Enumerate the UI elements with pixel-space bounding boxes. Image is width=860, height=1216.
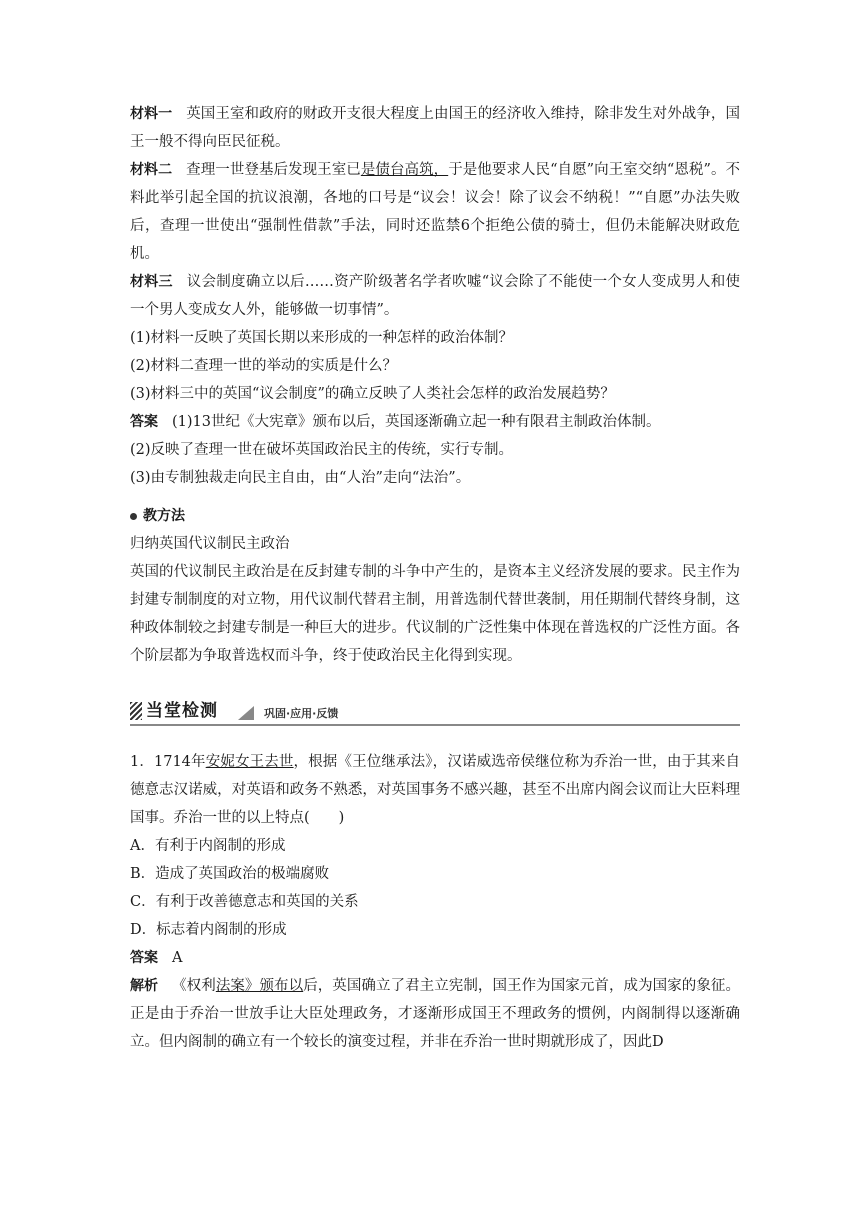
material-label: 材料二: [130, 162, 173, 178]
answer-value: A: [172, 950, 183, 966]
section-title: 当堂检测: [146, 701, 218, 721]
wedge-icon: [238, 706, 254, 720]
material-text: 于是他要求人民“自愿”向王室交纳“恩税”。不料此举引起全国的抗议浪潮，各地的口号是“议会！议会！除了议会不纳税！”“自愿”办法失败后，查理一世使出“强制性借款”手法，同时还监禁6个拒绝公债的骑士，但仍未能解决财政危机。: [130, 162, 741, 262]
question: (1)材料一反映了英国长期以来形成的一种怎样的政治体制？: [130, 330, 514, 346]
material-1: [130, 100, 740, 156]
answer-text: (1)13世纪《大宪章》颁布以后，英国逐渐确立起一种有限君主制政治体制。: [172, 414, 661, 430]
method-title: 归纳英国代议制民主政治: [130, 536, 290, 552]
question: (3)材料三中的英国“议会制度”的确立反映了人类社会怎样的政治发展趋势？: [130, 386, 615, 402]
analysis-text: 后，英国确立了君主立宪制，国王作为国家元首，成为国家的象征。正是由于乔治一世放手让大臣处理政务，才逐渐形成国王不理政务的惯例，内阁制得以逐渐确立。但内阁制的确立有一个较长的演变过程，并非在乔治一世时期就形成了，因此D: [130, 978, 740, 1050]
material-3: [130, 268, 740, 324]
question-text: 1．1714年: [130, 754, 206, 770]
option-c: C．有利于改善德意志和英国的关系: [130, 894, 359, 910]
option-a: A．有利于内阁制的形成: [130, 838, 286, 854]
q1-analysis: [130, 972, 740, 1056]
material-2: [130, 156, 740, 268]
material-text: 英国王室和政府的财政开支很大程度上由国王的经济收入维持，除非发生对外战争，国王一般不得向臣民征税。: [130, 106, 741, 150]
underlined-text: 安妮女王去世: [205, 754, 294, 770]
method-heading-text: 教方法: [143, 508, 185, 524]
analysis-label: 解析: [130, 978, 159, 994]
answer-line: (3)由专制独裁走向民主自由，由“人治”走向“法治”。: [130, 470, 471, 486]
question: (2)材料二查理一世的举动的实质是什么？: [130, 358, 398, 374]
material-label: 材料三: [130, 274, 173, 290]
material-text: 查理一世登基后发现王室已: [186, 162, 361, 178]
section-subtitle: 巩固·应用·反馈: [264, 707, 339, 720]
stripes-icon: [130, 702, 142, 720]
method-body: 英国的代议制民主政治是在反封建专制的斗争中产生的，是资本主义经济发展的要求。民主作为封建专制制度的对立物，用代议制代替君主制，用普选制代替世袭制，用任期制代替终身制，这种政体制较之封建专制是一种巨大的进步。代议制的广泛性集中体现在普选权的广泛性方面。各个阶层都为争取普选权而斗争，终于使政治民主化得到实现。: [130, 564, 740, 664]
answer-line: [130, 408, 740, 436]
analysis-text: 《权利: [172, 978, 216, 994]
material-label: 材料一: [130, 106, 173, 122]
method-heading: [130, 502, 740, 530]
answer-label: 答案: [130, 950, 158, 966]
section-banner: [130, 700, 740, 726]
material-text: 议会制度确立以后……资产阶级著名学者吹嘘“议会除了不能使一个女人变成男人和使一个男人变成女人外，能够做一切事情”。: [130, 274, 740, 318]
underlined-text: 法案》颁布以: [215, 978, 304, 994]
q1-answer: [130, 944, 740, 972]
option-d: D．标志着内阁制的形成: [130, 922, 287, 938]
answer-line: (2)反映了查理一世在破坏英国政治民主的传统，实行专制。: [130, 442, 514, 458]
option-b: B．造成了英国政治的极端腐败: [130, 866, 330, 882]
answer-label: 答案: [130, 414, 158, 430]
underlined-text: 是债台高筑，: [360, 162, 449, 178]
document-body: [130, 100, 740, 1056]
bullet-icon: [130, 513, 137, 520]
question-1: [130, 748, 740, 832]
question-text: ，根据《王位继承法》，汉诺威选帝侯继位称为乔治一世，由于其来自德意志汉诺威，对英语和政务不熟悉，对英国事务不感兴趣，甚至不出席内阁会议而让大臣料理国事。乔治一世的以上特点( ): [130, 754, 740, 826]
